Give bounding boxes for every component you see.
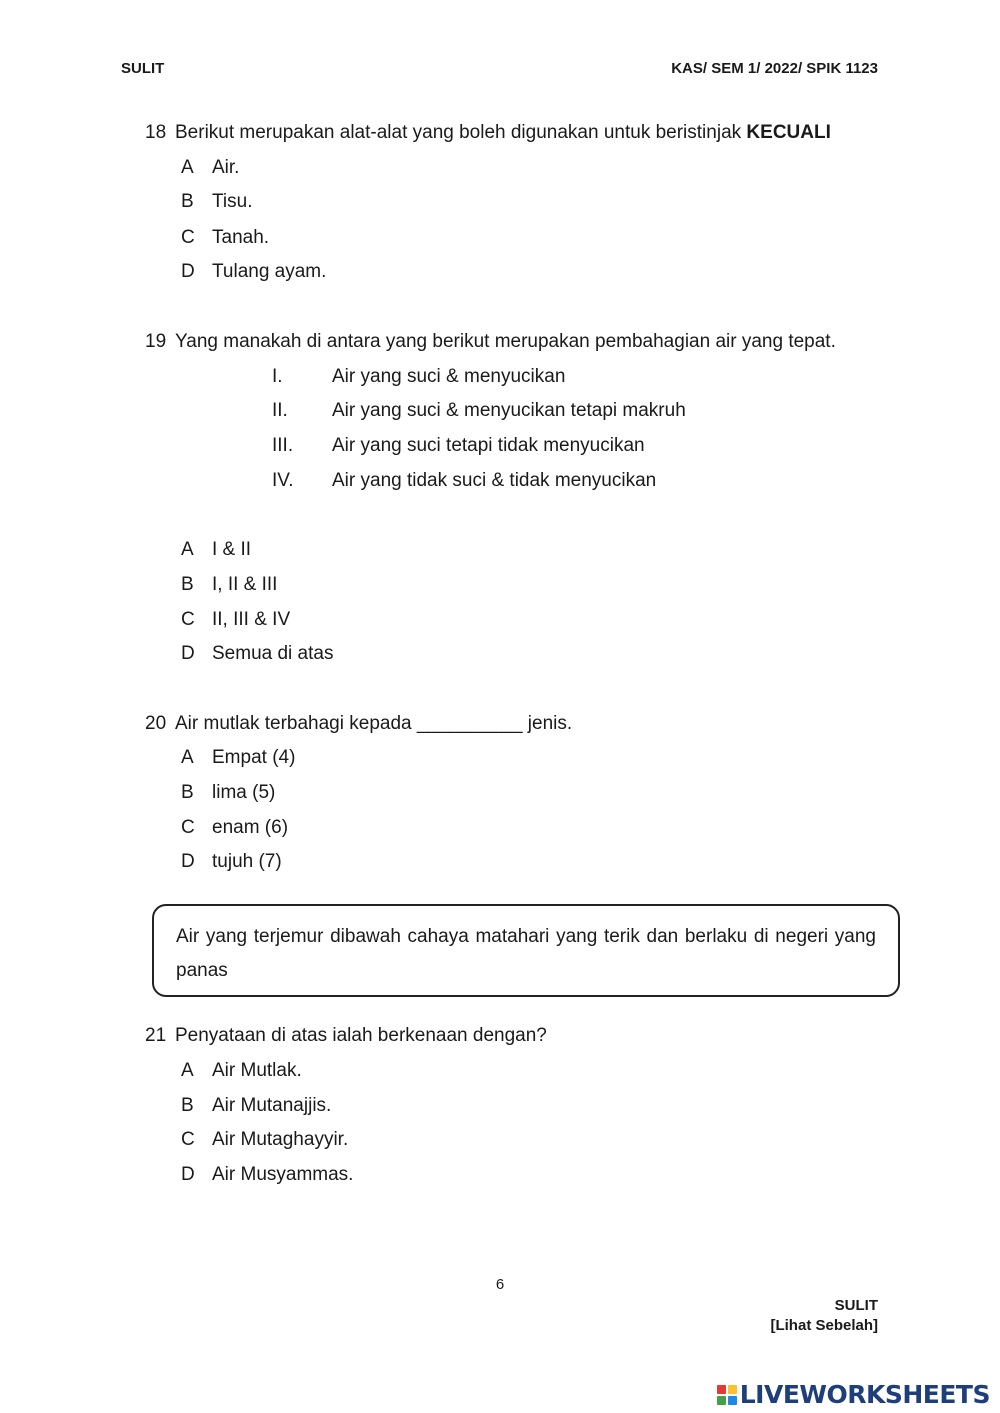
statement-i [272, 365, 565, 389]
option-19c[interactable] [181, 608, 290, 632]
option-text: Air. [212, 157, 240, 178]
option-letter: B [181, 191, 194, 212]
footer-next-page: [Lihat Sebelah] [770, 1317, 878, 1334]
option-letter: A [181, 157, 194, 178]
option-text: Air Mutaghayyir. [212, 1129, 349, 1150]
passage-box [152, 904, 900, 997]
question-number: 18 [145, 122, 167, 143]
question-text: Yang manakah di antara yang berikut merupakan pembahagian air yang tepat. [175, 331, 836, 352]
statement-text: Air yang suci & menyucikan [332, 366, 566, 387]
statement-text: Air yang suci & menyucikan tetapi makruh [332, 400, 686, 421]
option-text: Air Mutlak. [212, 1060, 302, 1081]
header-right: KAS/ SEM 1/ 2022/ SPIK 1123 [671, 60, 878, 77]
footer-sulit: SULIT [834, 1297, 878, 1314]
option-18d[interactable] [181, 260, 326, 284]
statement-iv [272, 469, 656, 493]
option-letter: C [181, 609, 195, 630]
option-21d[interactable] [181, 1163, 353, 1187]
option-letter: A [181, 747, 194, 768]
statement-number: I. [272, 366, 283, 387]
option-text: Tanah. [212, 227, 270, 248]
question-21 [145, 1024, 547, 1048]
option-19b[interactable] [181, 573, 277, 597]
option-20d[interactable] [181, 850, 282, 874]
mark-square-red [717, 1385, 726, 1394]
liveworksheets-text: LIVEWORKSHEETS [739, 1380, 990, 1409]
option-text: lima (5) [212, 782, 276, 803]
option-21a[interactable] [181, 1059, 302, 1083]
mark-square-blue [728, 1396, 737, 1405]
mark-square-yellow [728, 1385, 737, 1394]
option-20b[interactable] [181, 781, 275, 805]
option-21c[interactable] [181, 1128, 348, 1152]
option-21b[interactable] [181, 1094, 331, 1118]
option-letter: B [181, 1095, 194, 1116]
option-20c[interactable] [181, 816, 288, 840]
question-text: Penyataan di atas ialah berkenaan dengan? [175, 1025, 547, 1046]
option-19d[interactable] [181, 642, 333, 666]
option-19a[interactable] [181, 538, 251, 562]
option-letter: C [181, 227, 195, 248]
option-letter: C [181, 1129, 195, 1150]
question-text: Berikut merupakan alat-alat yang boleh digunakan untuk beristinjak [175, 122, 747, 143]
option-text: Tulang ayam. [212, 261, 327, 282]
option-18c[interactable] [181, 226, 269, 250]
option-20a[interactable] [181, 746, 295, 770]
option-letter: B [181, 574, 194, 595]
option-letter: B [181, 782, 194, 803]
statement-number: III. [272, 435, 294, 456]
option-letter: D [181, 1164, 195, 1185]
statement-ii [272, 399, 686, 423]
question-20 [145, 712, 572, 736]
statement-number: II. [272, 400, 288, 421]
option-letter: C [181, 817, 195, 838]
question-19 [145, 330, 836, 354]
liveworksheets-logo[interactable] [717, 1380, 990, 1409]
option-text: Air Musyammas. [212, 1164, 354, 1185]
question-number: 20 [145, 713, 167, 734]
page-number: 6 [495, 1276, 505, 1293]
statement-text: Air yang tidak suci & tidak menyucikan [332, 470, 657, 491]
question-number: 19 [145, 331, 167, 352]
option-text: II, III & IV [212, 609, 291, 630]
mark-square-green [717, 1396, 726, 1405]
option-text: tujuh (7) [212, 851, 282, 872]
option-18b[interactable] [181, 190, 252, 214]
option-18a[interactable] [181, 156, 239, 180]
question-emphasis: KECUALI [746, 122, 831, 143]
option-letter: D [181, 851, 195, 872]
liveworksheets-mark-icon [717, 1385, 737, 1405]
question-number: 21 [145, 1025, 167, 1046]
option-letter: D [181, 261, 195, 282]
statement-text: Air yang suci tetapi tidak menyucikan [332, 435, 645, 456]
header-left: SULIT [121, 60, 165, 77]
option-letter: D [181, 643, 195, 664]
statement-iii [272, 434, 645, 458]
option-text: Tisu. [212, 191, 253, 212]
statement-number: IV. [272, 470, 294, 491]
option-letter: A [181, 539, 194, 560]
option-text: enam (6) [212, 817, 289, 838]
passage-text: Air yang terjemur dibawah cahaya matahari yang terik dan berlaku di negeri yang panas [176, 926, 876, 981]
option-text: I, II & III [212, 574, 278, 595]
option-text: Semua di atas [212, 643, 334, 664]
option-letter: A [181, 1060, 194, 1081]
option-text: Empat (4) [212, 747, 296, 768]
option-text: I & II [212, 539, 252, 560]
question-18 [145, 121, 831, 145]
question-text: Air mutlak terbahagi kepada __________ jenis. [175, 713, 573, 734]
option-text: Air Mutanajjis. [212, 1095, 332, 1116]
